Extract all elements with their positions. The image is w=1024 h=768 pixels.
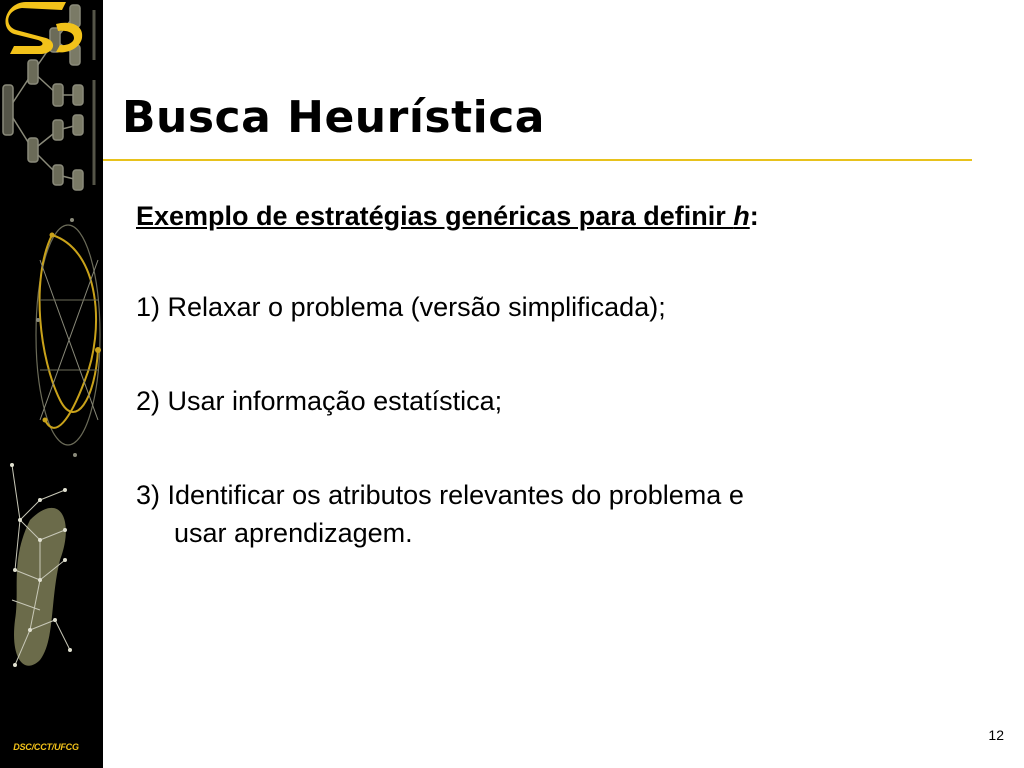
slide-title: Busca Heurística xyxy=(122,92,545,143)
list-item xyxy=(136,288,956,326)
list-item-continuation: usar aprendizagem. xyxy=(174,518,413,548)
list-item xyxy=(136,476,956,552)
slide-content xyxy=(136,196,956,552)
list-item-text: 2) Usar informação estatística; xyxy=(136,386,503,416)
title-underline xyxy=(103,159,972,161)
slide-heading xyxy=(136,196,956,236)
sidebar xyxy=(0,0,103,768)
logo-text: DSC/CCT/UFCG xyxy=(13,742,79,752)
page-number: 12 xyxy=(988,727,1004,743)
list-item xyxy=(136,382,956,420)
sidebar-decoration xyxy=(0,0,103,768)
heading-colon: : xyxy=(749,201,759,231)
network-graph-icon xyxy=(10,463,72,667)
circle-graph-icon xyxy=(36,218,101,457)
list-item-text: 1) Relaxar o problema (versão simplificada); xyxy=(136,292,666,322)
heading-text: Exemplo de estratégias genéricas para definir xyxy=(136,201,734,231)
dsc-logo-icon xyxy=(0,0,103,80)
heading-variable: h xyxy=(733,201,750,231)
list-item-text: 3) Identificar os atributos relevantes do problema e xyxy=(136,480,744,510)
